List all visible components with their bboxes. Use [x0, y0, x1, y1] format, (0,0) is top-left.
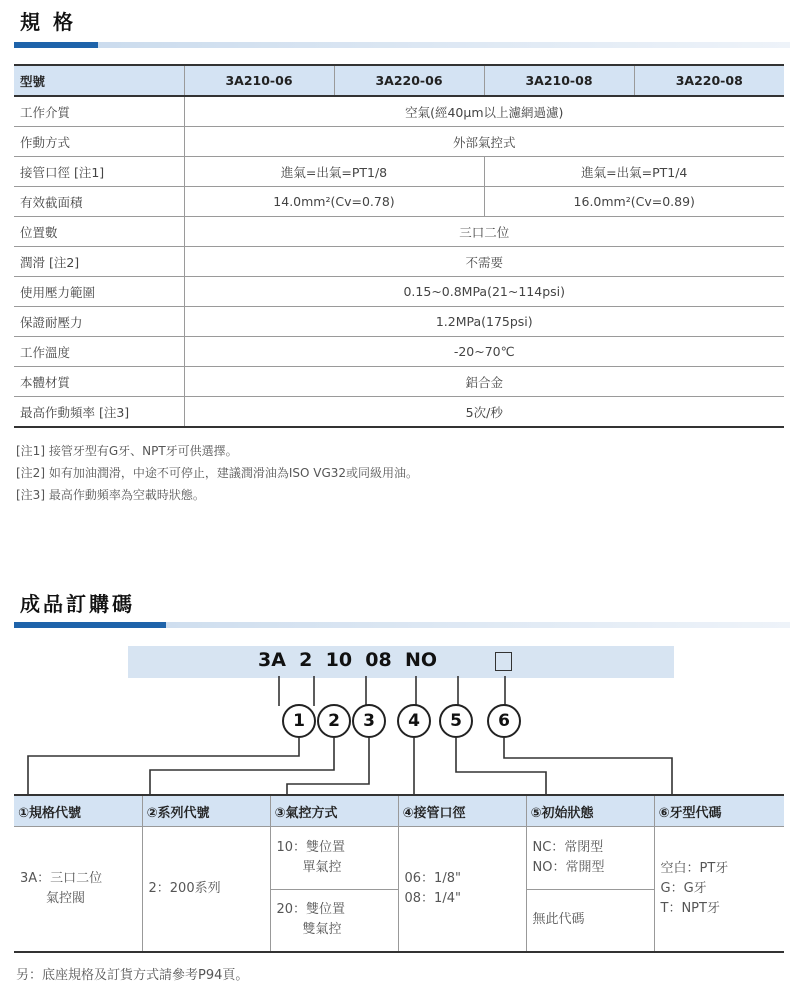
order-code-table [14, 794, 784, 953]
row-value: 三口二位 [184, 217, 784, 247]
order-head-series: ②系列代號 [142, 795, 270, 827]
cell-line: 空白：PT牙 [660, 861, 729, 876]
cell-line: 氣控閥 [20, 891, 86, 906]
order-cell-control [270, 827, 398, 953]
note-line: [注3] 最高作動頻率為空載時狀態。 [16, 488, 205, 502]
order-table-body [14, 827, 784, 953]
row-label: 工作溫度 [14, 337, 184, 367]
code-position-circle-4: 4 [397, 704, 431, 738]
cell-line: 08：1/4" [404, 891, 461, 906]
order-cell-thread [654, 827, 784, 953]
order-footnote: 另：底座規格及訂貨方式請參考P94頁。 [16, 968, 249, 983]
cell-line: T：NPT牙 [660, 901, 720, 916]
cell-line: NO：常開型 [532, 859, 605, 875]
cell-line: G：G牙 [660, 881, 707, 896]
order-head-thread: ⑥牙型代碼 [654, 795, 784, 827]
cell-line: 雙氣控 [276, 922, 342, 938]
row-value: -20~70℃ [184, 337, 784, 367]
code-position-circle-1: 1 [282, 704, 316, 738]
header-cell: 3A220-08 [634, 65, 784, 96]
row-value: 外部氣控式 [184, 127, 784, 157]
row-value: 空氣(經40μm以上濾網過濾) [184, 96, 784, 127]
row-value-left: 進氣=出氣=PT1/8 [184, 157, 484, 187]
order-section-title: 成品訂購碼 [20, 592, 135, 616]
row-label: 工作介質 [14, 96, 184, 127]
cell-line: 無此代碼 [532, 912, 585, 928]
order-head-port: ④接管口徑 [398, 795, 526, 827]
cell-line: 06：1/8" [404, 871, 461, 886]
order-code-text: 3A 2 10 08 NO [258, 649, 437, 671]
code-position-circle-6: 6 [487, 704, 521, 738]
spec-section-title: 規 格 [20, 10, 76, 34]
row-value: 不需要 [184, 247, 784, 277]
order-cell-port [398, 827, 526, 953]
row-label: 位置數 [14, 217, 184, 247]
row-value: 0.15~0.8MPa(21~114psi) [184, 277, 784, 307]
header-cell: 3A210-06 [184, 65, 334, 96]
order-head-spec: ①規格代號 [14, 795, 142, 827]
cell-line: 2：200系列 [148, 881, 221, 896]
row-label: 有效截面積 [14, 187, 184, 217]
row-label: 本體材質 [14, 367, 184, 397]
cell-line: 20：雙位置 [276, 902, 346, 918]
order-head-state: ⑤初始狀態 [526, 795, 654, 827]
header-cell: 3A220-06 [334, 65, 484, 96]
row-label: 最高作動頻率 [注3] [14, 397, 184, 428]
cell-line: 3A：三口二位 [20, 871, 103, 886]
order-head-control: ③氣控方式 [270, 795, 398, 827]
header-cell: 型號 [14, 65, 184, 96]
header-cell: 3A210-08 [484, 65, 634, 96]
row-value-right: 16.0mm²(Cv=0.89) [484, 187, 784, 217]
cell-line: NC：常閉型 [532, 839, 604, 855]
row-label: 接管口徑 [注1] [14, 157, 184, 187]
cell-line: 單氣控 [276, 859, 342, 875]
order-table-header [14, 795, 784, 827]
note-line: [注2] 如有加油潤滑，中途不可停止，建議潤滑油為ISO VG32或同級用油。 [16, 466, 419, 480]
order-cell-series [142, 827, 270, 953]
order-cell-state [526, 827, 654, 953]
order-cell-spec [14, 827, 142, 953]
row-label: 使用壓力範圍 [14, 277, 184, 307]
cell-line: 10：雙位置 [276, 839, 346, 855]
row-value: 鋁合金 [184, 367, 784, 397]
code-position-circle-5: 5 [439, 704, 473, 738]
row-value-left: 14.0mm²(Cv=0.78) [184, 187, 484, 217]
row-label: 作動方式 [14, 127, 184, 157]
row-label: 潤滑 [注2] [14, 247, 184, 277]
row-value: 1.2MPa(175psi) [184, 307, 784, 337]
note-line: [注1] 接管牙型有G牙、NPT牙可供選擇。 [16, 444, 238, 458]
row-value: 5次/秒 [184, 397, 784, 428]
row-value-right: 進氣=出氣=PT1/4 [484, 157, 784, 187]
code-position-circle-2: 2 [317, 704, 351, 738]
code-position-circle-3: 3 [352, 704, 386, 738]
row-label: 保證耐壓力 [14, 307, 184, 337]
